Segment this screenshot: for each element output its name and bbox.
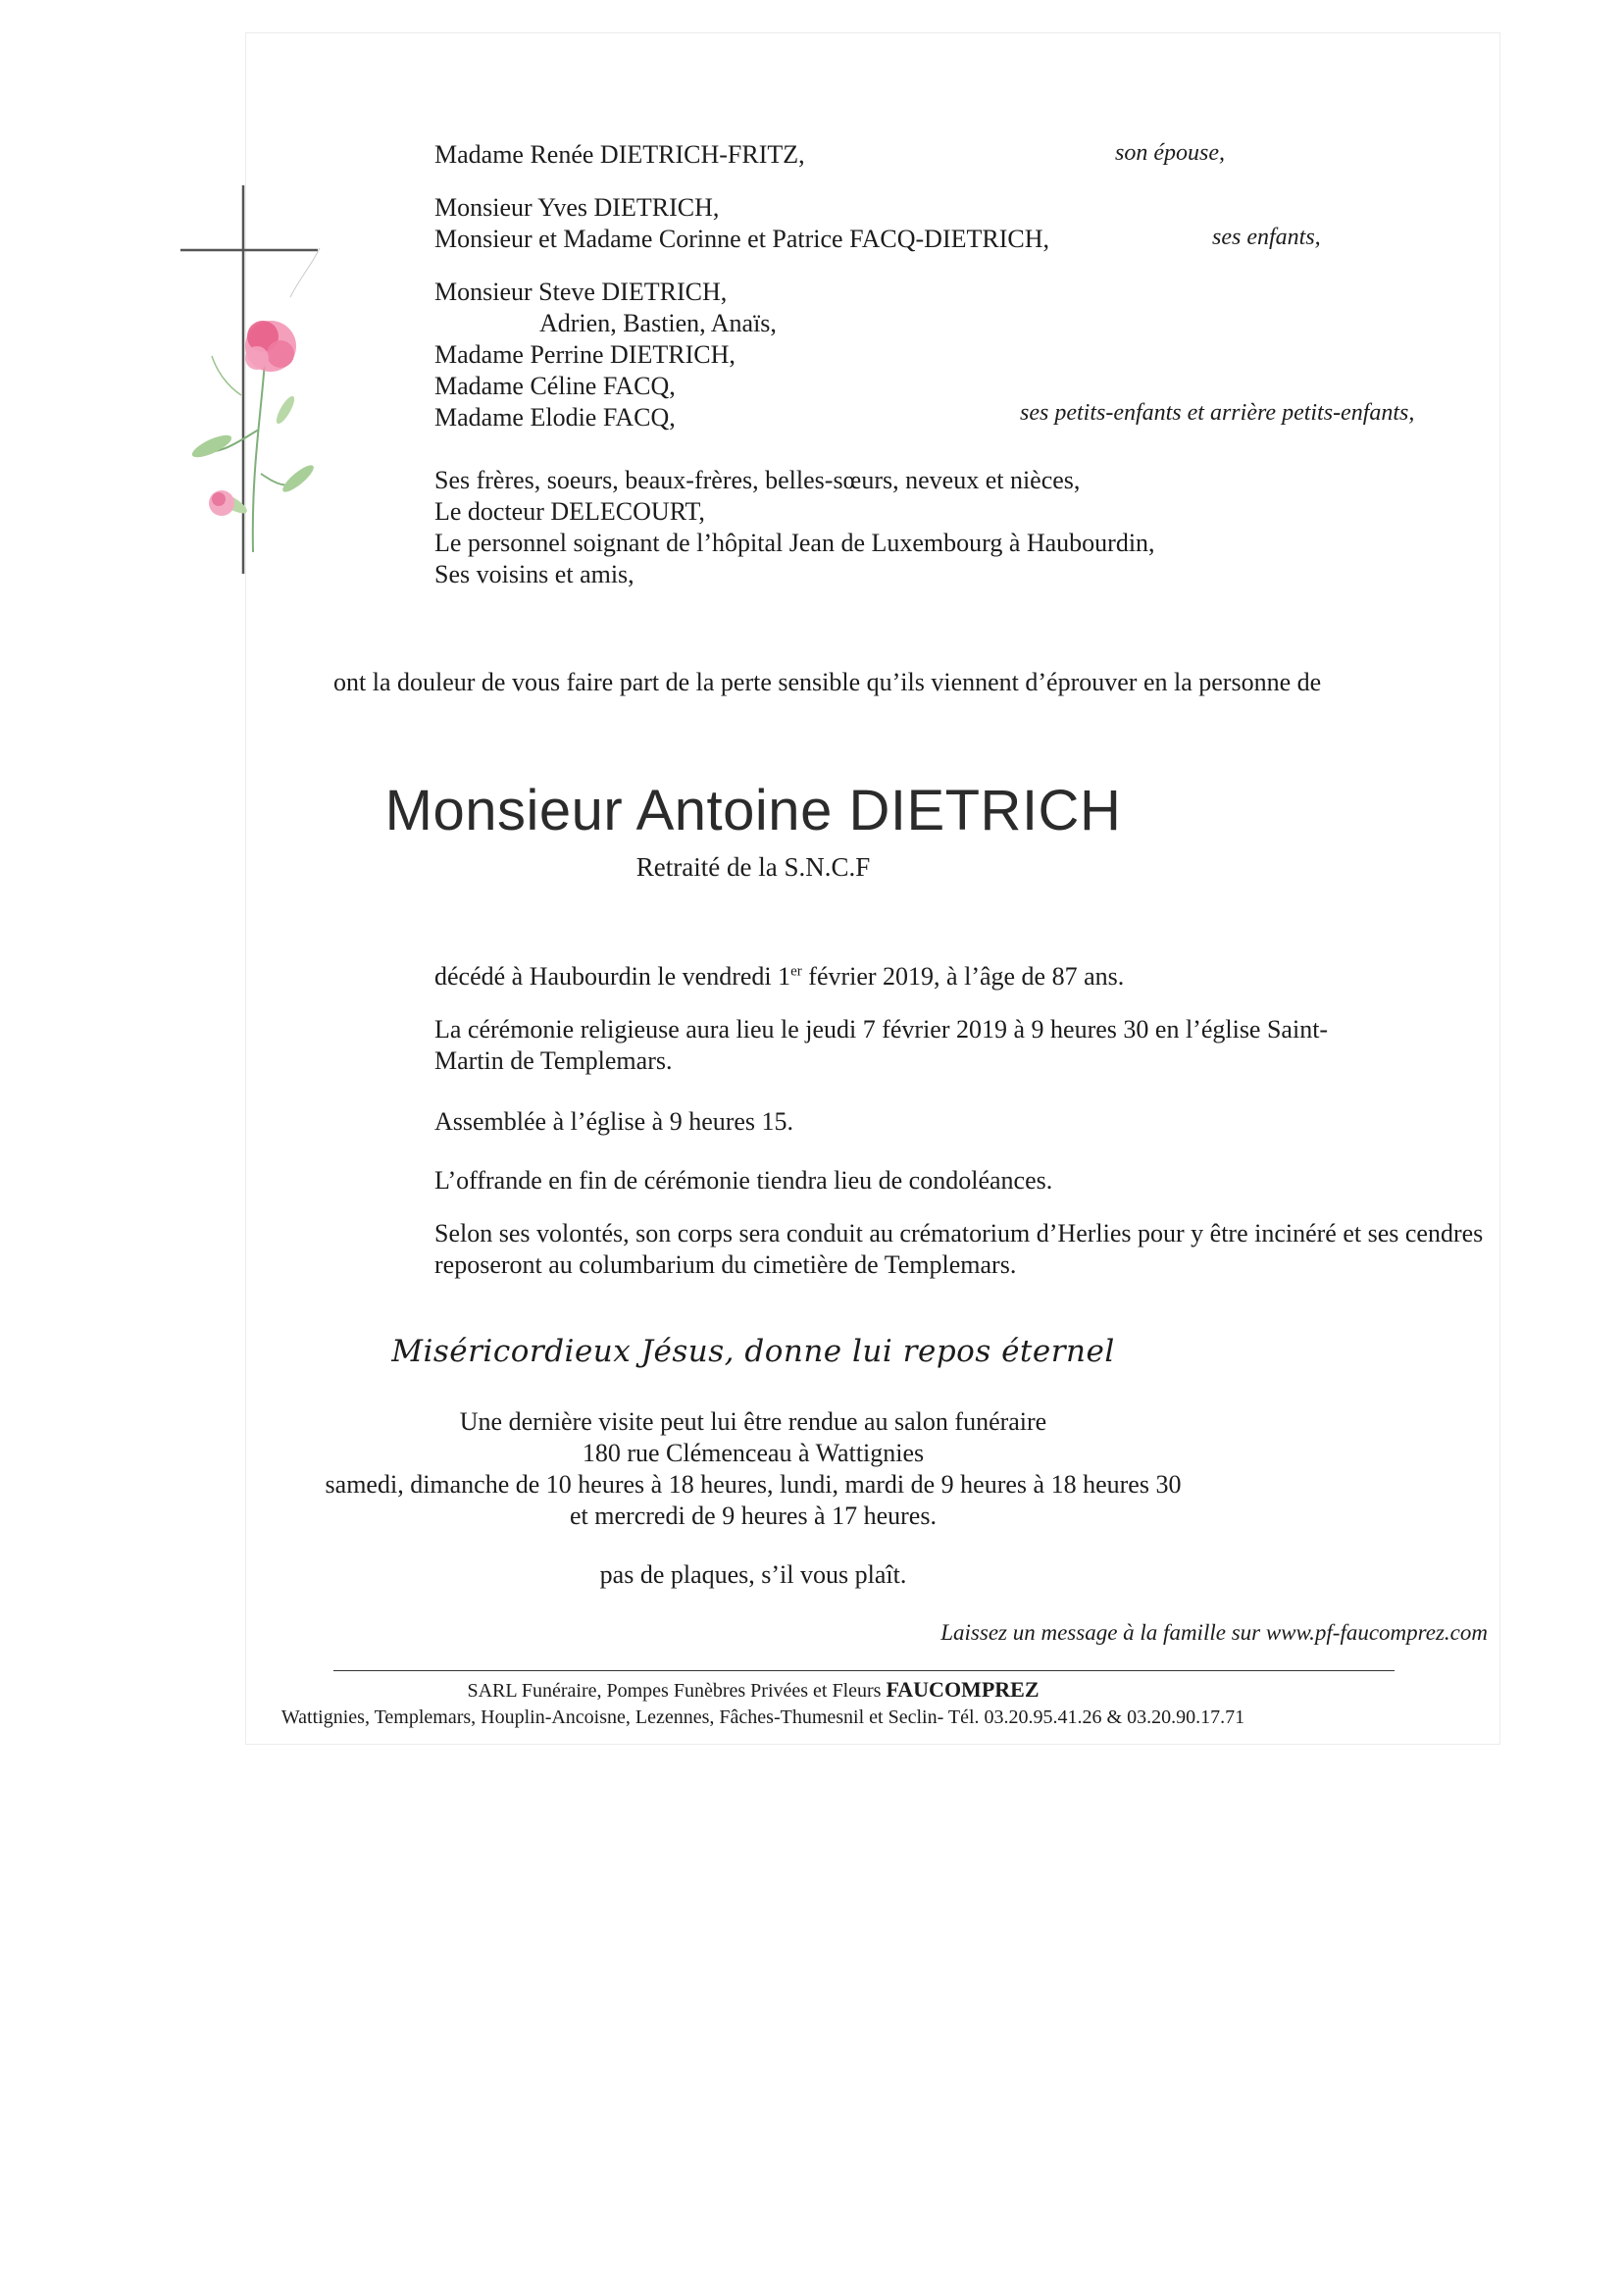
family-line: Madame Perrine DIETRICH,	[434, 340, 736, 369]
family-role: son épouse,	[1115, 140, 1225, 166]
family-line: Adrien, Bastien, Anaïs,	[539, 309, 777, 337]
others-line: Le personnel soignant de l’hôpital Jean de Luxembourg à Haubourdin,	[434, 529, 1155, 557]
announcement: ont la douleur de vous faire part de la perte sensible qu’ils viennent d’éprouver en la personne de	[333, 668, 1322, 696]
others-line: Ses voisins et amis,	[434, 560, 634, 588]
website-message: Laissez un message à la famille sur www.pf-faucomprez.com	[940, 1620, 1488, 1645]
family-line: Monsieur Steve DIETRICH,	[434, 278, 728, 306]
family-line: Monsieur et Madame Corinne et Patrice FACQ-DIETRICH,	[434, 225, 1049, 253]
visit-line: Une dernière visite peut lui être rendue au salon funéraire	[459, 1407, 1047, 1436]
death-text: décédé à Haubourdin le vendredi 1	[434, 962, 791, 991]
family-line: Madame Céline FACQ,	[434, 372, 676, 400]
footer-divider	[333, 1670, 1395, 1671]
footer-company-name: FAUCOMPREZ	[886, 1677, 1040, 1702]
offering-text: L’offrande en fin de cérémonie tiendra lieu de condoléances.	[434, 1166, 1053, 1195]
family-role: ses petits-enfants et arrière petits-enfants,	[1020, 400, 1415, 426]
footer-company-prefix: SARL Funéraire, Pompes Funèbres Privées et Fleurs	[467, 1680, 882, 1702]
family-line: Madame Renée DIETRICH-FRITZ,	[434, 140, 805, 169]
wishes-text: Selon ses volontés, son corps sera conduit au crématorium d’Herlies pour y être incinéré et ses cendres reposeront au columbarium du cimetière de Templemars.	[434, 1219, 1484, 1279]
family-role: ses enfants,	[1212, 225, 1321, 250]
death-notice	[434, 961, 1503, 993]
visit-line: 180 rue Clémenceau à Wattignies	[582, 1439, 925, 1467]
cross-flower-icon	[173, 179, 359, 582]
visit-line: samedi, dimanche de 10 heures à 18 heures, lundi, mardi de 9 heures à 18 heures 30	[325, 1470, 1182, 1499]
deceased-name: Monsieur Antoine DIETRICH	[384, 779, 1122, 842]
death-text-end: février 2019, à l’âge de 87 ans.	[801, 962, 1125, 991]
prayer-line: Miséricordieux Jésus, donne lui repos éternel	[391, 1334, 1115, 1369]
family-line: Madame Elodie FACQ,	[434, 403, 676, 432]
ceremony-text: La cérémonie religieuse aura lieu le jeudi 7 février 2019 à 9 heures 30 en l’église Saint-Martin de Templemars.	[434, 1015, 1329, 1075]
others-line: Le docteur DELECOURT,	[434, 497, 705, 526]
death-sup: er	[790, 963, 802, 980]
footer-company	[0, 1677, 1565, 1704]
footer-locations: Wattignies, Templemars, Houplin-Ancoisne, Lezennes, Fâches-Thumesnil et Seclin- Tél. 03.20.95.41.26 & 03.20.90.17.71	[280, 1706, 1245, 1728]
deceased-title: Retraité de la S.N.C.F	[635, 852, 871, 882]
cross-icon	[180, 185, 318, 574]
visit-line: et mercredi de 9 heures à 17 heures.	[570, 1502, 937, 1530]
no-plaques-note: pas de plaques, s’il vous plaît.	[599, 1560, 907, 1589]
assembly-text: Assemblée à l’église à 9 heures 15.	[434, 1107, 794, 1136]
flower-icon	[189, 248, 320, 552]
family-line: Monsieur Yves DIETRICH,	[434, 193, 720, 222]
others-line: Ses frères, soeurs, beaux-frères, belles-sœurs, neveux et nièces,	[434, 466, 1081, 494]
